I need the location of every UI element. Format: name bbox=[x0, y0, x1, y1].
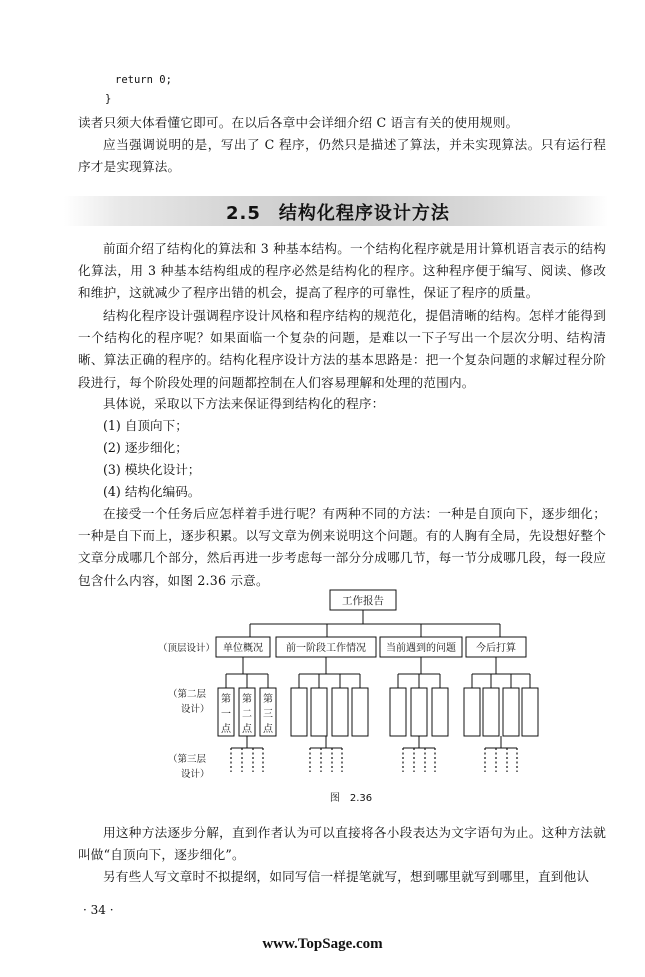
figure-sub-node-1-c: 点 bbox=[221, 724, 231, 735]
figure-node-previous-work: 前一阶段工作情况 bbox=[286, 643, 366, 654]
paragraph-read-note: 读者只须大体看懂它即可。在以后各章中会详细介绍 C 语言有关的使用规则。 bbox=[78, 115, 519, 130]
paragraph-after-figure: 用这种方法逐步分解，直到作者认为可以直接将各小段表达为文字语句为止。这种方法就叫做“自顶向下，逐步细化”。 bbox=[78, 825, 606, 863]
list-item: (4) 结构化编码。 bbox=[103, 484, 201, 499]
figure-label-third-level: （第三层 bbox=[168, 754, 207, 765]
section-number: 2.5 bbox=[226, 203, 261, 224]
figure-node-future-plans: 今后打算 bbox=[476, 643, 516, 654]
figure-sub-node-2-b: 二 bbox=[242, 709, 252, 720]
paragraph-intro: 前面介绍了结构化的算法和 3 种基本结构。一个结构化程序就是用计算机语言表示的结构化算法，用 3 种基本结构组成的程序必然是结构化的程序。这种程序便于编写、阅读、修改和维护，这就减少了程序出错的机会，提高了程序的可靠性，保证了程序的质量。 bbox=[78, 241, 606, 301]
paragraph-last: 另有些人写文章时不拟提纲，如同写信一样提笔就写，想到哪里就写到哪里，直到他认 bbox=[103, 869, 590, 884]
list-item: (2) 逐步细化； bbox=[103, 440, 188, 455]
paragraph-methods-lead: 具体说，采取以下方法来保证得到结构化的程序： bbox=[103, 396, 385, 411]
paragraph-approach: 在接受一个任务后应怎样着手进行呢？有两种不同的方法：一种是自顶向下，逐步细化；一种是自下而上，逐步积累。以写文章为例来说明这个问题。有的人胸有全局，先设想好整个文章分成哪几个部分，然后再进一步考虑每一部分分成哪几节，每一节分成哪几段，每一段应包含什么内容，如图 2.36 示意。 bbox=[78, 506, 606, 588]
figure-sub-node-2: 第 bbox=[242, 694, 252, 705]
figure-sub-node-1: 第 bbox=[221, 694, 231, 705]
figure-sub-node-3: 第 bbox=[263, 694, 273, 705]
figure-sub-node-1-b: 一 bbox=[221, 709, 231, 720]
list-item: (3) 模块化设计； bbox=[103, 462, 201, 477]
list-item: (1) 自顶向下； bbox=[103, 418, 188, 433]
paragraph-emphasis: 应当强调说明的是，写出了 C 程序，仍然只是描述了算法，并未实现算法。只有运行程序才是实现算法。 bbox=[78, 137, 606, 175]
code-line-brace: } bbox=[105, 93, 112, 105]
figure-label-top-design: （顶层设计） bbox=[158, 643, 216, 654]
figure-label-third-level-2: 设计） bbox=[181, 769, 210, 780]
paragraph-structured: 结构化程序设计强调程序设计风格和程序结构的规范化，提倡清晰的结构。怎样才能得到一个结构化的程序呢？如果面临一个复杂的问题，是难以一下子写出一个层次分明、结构清晰、算法正确的程序的。结构化程序设计方法的基本思路是：把一个复杂问题的求解过程分阶段进行，每个阶段处理的问题都控制在人们容易理解和处理的范围内。 bbox=[78, 308, 606, 390]
figure-node-current-problems: 当前遇到的问题 bbox=[386, 643, 456, 654]
figure-label-second-level: （第二层 bbox=[168, 689, 207, 700]
page-number: · 34 · bbox=[83, 903, 114, 917]
footer-url: www.TopSage.com bbox=[262, 936, 383, 952]
code-line-return: return 0; bbox=[115, 74, 172, 86]
figure-root-node: 工作报告 bbox=[342, 595, 384, 607]
figure-sub-node-2-c: 点 bbox=[242, 724, 252, 735]
figure-sub-node-3-b: 三 bbox=[263, 709, 273, 720]
figure-caption: 图 2.36 bbox=[329, 793, 373, 804]
section-title: 结构化程序设计方法 bbox=[278, 203, 450, 224]
figure-node-unit: 单位概况 bbox=[223, 643, 263, 654]
figure-label-second-level-2: 设计） bbox=[181, 704, 210, 715]
figure-sub-node-3-c: 点 bbox=[263, 724, 273, 735]
